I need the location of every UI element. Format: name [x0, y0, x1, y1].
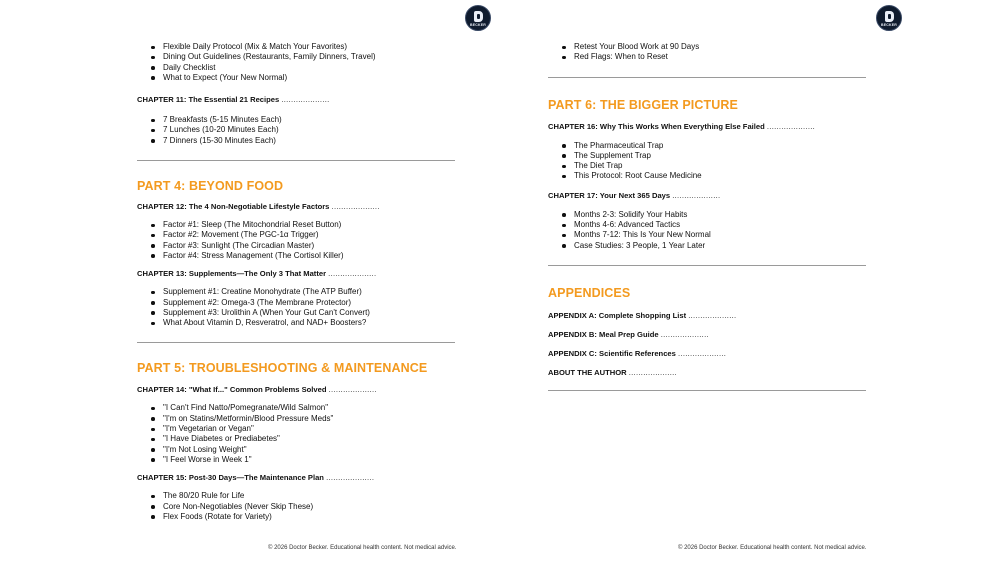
list-item: Daily Checklist — [163, 63, 467, 73]
chapter-13-list — [137, 287, 467, 328]
list-item: 7 Lunches (10-20 Minutes Each) — [163, 125, 467, 135]
list-item: The Diet Trap — [574, 161, 878, 171]
chapter-14-heading — [137, 385, 467, 395]
list-item: Factor #1: Sleep (The Mitochondrial Reset Button) — [163, 220, 467, 230]
list-item: "I Feel Worse in Week 1" — [163, 455, 467, 465]
chapter-title: CHAPTER 11: The Essential 21 Recipes — [137, 95, 280, 105]
section-divider — [137, 342, 455, 343]
footer-note: © 2026 Doctor Becker. Educational health content. Not medical advice. — [678, 545, 867, 551]
logo-b-icon — [885, 11, 894, 22]
about-author-heading — [548, 368, 878, 378]
appendix-title: ABOUT THE AUTHOR — [548, 367, 627, 377]
list-item: "I'm on Statins/Metformin/Blood Pressure Meds" — [163, 414, 467, 424]
leader-dots: .................... — [766, 121, 816, 131]
chapter-12-heading — [137, 202, 467, 212]
chapter-14-list — [137, 403, 467, 465]
section-divider — [137, 160, 455, 161]
left-content — [137, 40, 467, 522]
list-item: Supplement #3: Urolithin A (When Your Gut Can't Convert) — [163, 308, 467, 318]
leader-dots: .................... — [688, 310, 737, 320]
appendix-a-heading — [548, 311, 878, 321]
list-item: This Protocol: Root Cause Medicine — [574, 171, 878, 181]
appendix-c-heading — [548, 349, 878, 359]
part-5-title: PART 5: TROUBLESHOOTING & MAINTENANCE — [137, 361, 428, 376]
list-item: "I'm Not Losing Weight" — [163, 445, 467, 455]
becker-logo — [465, 5, 491, 31]
list-item: Red Flags: When to Reset — [574, 52, 878, 62]
leader-dots: .................... — [628, 367, 677, 377]
list-item: What to Expect (Your New Normal) — [163, 73, 467, 83]
list-item: "I'm Vegetarian or Vegan" — [163, 424, 467, 434]
list-item: Factor #3: Sunlight (The Circadian Master) — [163, 241, 467, 251]
left-page — [0, 0, 502, 565]
list-item: Months 4-6: Advanced Tactics — [574, 220, 878, 230]
list-item: Flex Foods (Rotate for Variety) — [163, 512, 467, 522]
section-divider — [548, 390, 866, 391]
right-content — [548, 40, 878, 391]
list-item: Dining Out Guidelines (Restaurants, Family Dinners, Travel) — [163, 52, 467, 62]
list-item: "I Have Diabetes or Prediabetes" — [163, 434, 467, 444]
chapter-15-list — [137, 491, 467, 522]
list-item: Supplement #2: Omega-3 (The Membrane Protector) — [163, 298, 467, 308]
logo-text: BECKER — [881, 22, 897, 27]
section-divider — [548, 265, 866, 266]
list-item: The 80/20 Rule for Life — [163, 491, 467, 501]
leader-dots: .................... — [660, 329, 709, 339]
chapter-title: CHAPTER 12: The 4 Non-Negotiable Lifestyle Factors — [137, 202, 330, 212]
list-item: Factor #4: Stress Management (The Cortisol Killer) — [163, 251, 467, 261]
part-4-title: PART 4: BEYOND FOOD — [137, 179, 284, 194]
chapter-13-heading — [137, 269, 467, 279]
chapter-title: CHAPTER 13: Supplements—The Only 3 That Matter — [137, 269, 327, 279]
appendix-b-heading — [548, 330, 878, 340]
list-item: "I Can't Find Natto/Pomegranate/Wild Salmon" — [163, 403, 467, 413]
list-item: The Pharmaceutical Trap — [574, 141, 878, 151]
list-item: Factor #2: Movement (The PGC-1α Trigger) — [163, 230, 467, 240]
list-item: Flexible Daily Protocol (Mix & Match Your Favorites) — [163, 42, 467, 52]
leader-dots: .................... — [328, 385, 377, 395]
list-item: Months 7-12: This Is Your New Normal — [574, 230, 878, 240]
chapter-title: CHAPTER 15: Post-30 Days—The Maintenance Plan — [137, 473, 324, 483]
leader-dots: .................... — [331, 202, 380, 212]
chapter-16-list — [548, 141, 878, 182]
list-item: Core Non-Negotiables (Never Skip These) — [163, 502, 467, 512]
leader-dots: .................... — [328, 269, 377, 279]
chapter-11-list — [137, 115, 467, 146]
right-page — [503, 0, 1005, 565]
appendices-title: APPENDICES — [548, 285, 631, 300]
chapter-title: CHAPTER 16: Why This Works When Everything Else Failed — [548, 121, 765, 131]
chapter-11-heading — [137, 95, 467, 105]
logo-b-icon — [474, 11, 483, 22]
appendix-title: APPENDIX C: Scientific References — [548, 348, 676, 358]
list-item: What About Vitamin D, Resveratrol, and NAD+ Boosters? — [163, 318, 467, 328]
list-item: 7 Breakfasts (5-15 Minutes Each) — [163, 115, 467, 125]
list-item: 7 Dinners (15-30 Minutes Each) — [163, 136, 467, 146]
logo-text: BECKER — [470, 22, 486, 27]
chapter-17-list — [548, 210, 878, 251]
list-item: Case Studies: 3 People, 1 Year Later — [574, 241, 878, 251]
chapter-15-heading — [137, 473, 467, 483]
intro-list — [137, 42, 467, 83]
leader-dots: .................... — [678, 348, 727, 358]
intro-list — [548, 42, 878, 63]
section-divider — [548, 77, 866, 78]
chapter-12-list — [137, 220, 467, 261]
list-item: Supplement #1: Creatine Monohydrate (The ATP Buffer) — [163, 287, 467, 297]
list-item: Retest Your Blood Work at 90 Days — [574, 42, 878, 52]
leader-dots: .................... — [281, 95, 330, 105]
footer-note: © 2026 Doctor Becker. Educational health content. Not medical advice. — [268, 545, 457, 551]
leader-dots: .................... — [326, 473, 375, 483]
appendix-title: APPENDIX A: Complete Shopping List — [548, 310, 687, 320]
becker-logo — [876, 5, 902, 31]
chapter-title: CHAPTER 17: Your Next 365 Days — [548, 190, 671, 200]
part-6-title: PART 6: THE BIGGER PICTURE — [548, 97, 738, 112]
chapter-17-heading — [548, 191, 878, 201]
chapter-title: CHAPTER 14: "What If..." Common Problems Solved — [137, 385, 327, 395]
leader-dots: .................... — [672, 190, 721, 200]
list-item: The Supplement Trap — [574, 151, 878, 161]
list-item: Months 2-3: Solidify Your Habits — [574, 210, 878, 220]
chapter-16-heading — [548, 122, 878, 132]
appendix-title: APPENDIX B: Meal Prep Guide — [548, 329, 659, 339]
